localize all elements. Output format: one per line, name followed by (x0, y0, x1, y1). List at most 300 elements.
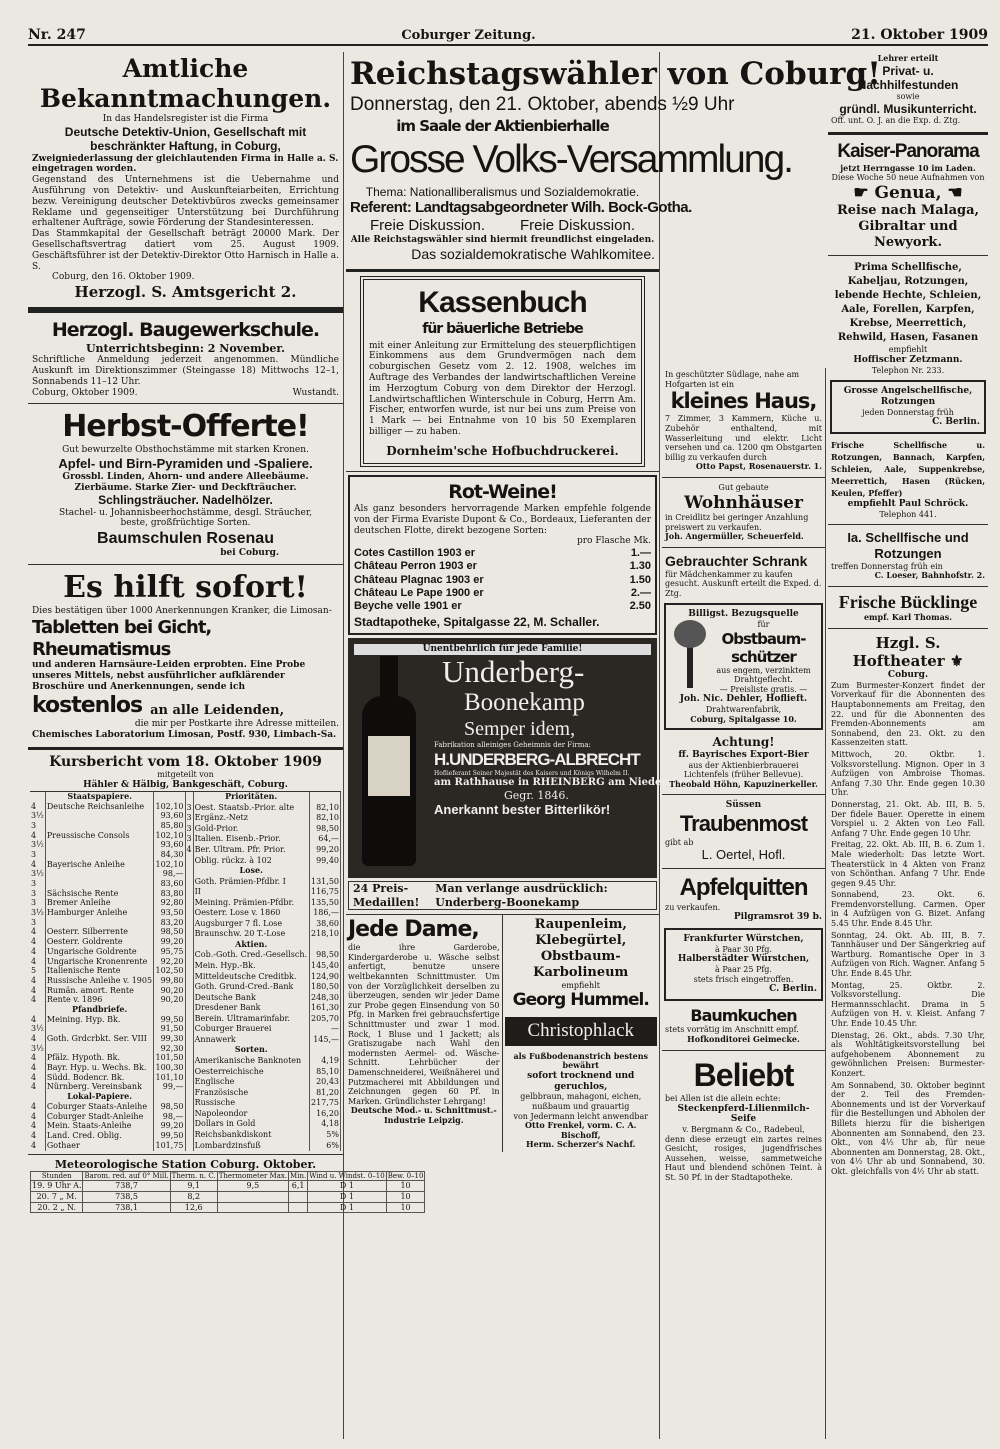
table-cell: II (193, 887, 309, 898)
crest-icon: ⚜ (949, 652, 964, 671)
table-cell: 98,— (154, 869, 185, 879)
bier-title: Achtung! (712, 735, 775, 750)
beliebt-maker: v. Bergmann & Co., Radebeul, (682, 1125, 805, 1135)
wurst-line: à Paar 30 Pfg. (715, 944, 772, 954)
table-row (30, 898, 185, 908)
table-cell: 100,30 (155, 1063, 184, 1073)
table-row (30, 1005, 185, 1015)
table-row (186, 792, 341, 803)
ad-baugewerkschule (28, 317, 343, 400)
table-row (30, 1034, 185, 1044)
table-cell: 4 (30, 1131, 45, 1141)
table-cell: 4 (30, 995, 45, 1005)
table-cell: 99,50 (154, 1131, 185, 1141)
limosan-line: und anderen Harnsäure-Leiden erprobten. Eine Probe unseres Mittels, nebst ausführlicher aufklärender Broschüre und Anerkennungen, sende ich (32, 660, 306, 692)
loeser-body: treffen Donnerstag früh ein (831, 561, 943, 571)
table-header: Bew. 0–10 (387, 1172, 424, 1180)
table-row (186, 1098, 341, 1109)
table-cell: Coburger Brauerei (193, 1024, 309, 1035)
table-cell: 9,1 (170, 1181, 217, 1192)
obst-main: Obstbaum-schützer (721, 629, 806, 666)
table-row (30, 918, 185, 928)
table-cell: Augsburger 7 fl. Lose (193, 918, 309, 929)
divider (346, 471, 659, 472)
angel-line: jeden Donnerstag früh (862, 407, 954, 417)
table-cell: 4,19 (309, 1055, 340, 1066)
divider (28, 564, 343, 565)
table-cell: Gothaer (45, 1141, 154, 1151)
table-row (30, 1063, 185, 1073)
table-cell (45, 811, 154, 821)
table-cell: Dresdener Bank (193, 1003, 309, 1014)
table-cell: Russische (193, 1098, 309, 1109)
list-item: Mittwoch, 20. Oktbr. 1. Volksvorstellung. Mignon. Oper in 3 Aufzügen von Ambroise Thomas. Anfang 7.30 Uhr. Ende gegen 10.30 Uhr. (831, 749, 985, 798)
bier-sign: Theobald Höhn, Kapuzinerkeller. (669, 778, 818, 789)
table-cell: Pfälz. Hypoth. Bk. (45, 1053, 154, 1063)
table-header: Stunden (31, 1172, 83, 1181)
table-cell: 4 (30, 1053, 45, 1063)
baum-body: stets vorrätig im Anschnitt empf. (665, 1025, 799, 1035)
table-cell: Lokal-Papiere. (45, 1092, 154, 1102)
apf-addr: Pilgramsrot 39 b. (733, 912, 822, 923)
table-cell: 83,20 (154, 918, 185, 928)
ad-schrank (662, 551, 825, 601)
table-cell: 4 (30, 1073, 45, 1083)
herbst-line: Schlingsträucher. Nadelhölzer. (98, 493, 273, 508)
reichstag-title: Reichstagswähler von Coburg! (350, 56, 881, 92)
table-cell (186, 1087, 194, 1098)
divider (828, 524, 988, 525)
table-cell (186, 1098, 194, 1109)
table-cell: 3½ (31, 908, 44, 918)
table-row (30, 1044, 185, 1054)
baum-title: Baumkuchen (690, 1006, 797, 1026)
limosan-line: an alle Leidenden, (150, 703, 285, 719)
notice-amtlich-intro: In das Handelsregister ist die Firma (102, 114, 269, 124)
table-cell (45, 1044, 154, 1054)
table-row (186, 813, 341, 824)
wurst-line: Frankfurter Würstchen, (683, 933, 804, 944)
table-header: Barom. red. auf 0° Mill. (84, 1172, 169, 1180)
table-cell: Italien. Eisenb.-Prior. (193, 834, 309, 845)
bier-line: ff. Bayrisches Export-Bier (678, 749, 809, 760)
table-cell: 93,60 (154, 840, 185, 850)
table-header: Thermometer Max. (218, 1172, 288, 1180)
table-cell: 93,50 (154, 908, 185, 918)
herbst-title: Herbst-Offerte! (62, 409, 309, 445)
table-cell: 4,18 (309, 1119, 340, 1130)
table-cell: 85,10 (309, 1066, 340, 1077)
kursbericht-bank: Hähler & Hälbig, Bankgeschäft, Coburg. (83, 780, 288, 791)
table-cell: 3 (30, 850, 45, 860)
table-row (30, 947, 185, 957)
lehrer-title: Privat- u. Nachhilfestunden (857, 63, 959, 92)
obst-addr: Coburg, Spitalgasse 10. (690, 713, 797, 724)
buck-sign: empf. Karl Thomas. (863, 612, 953, 623)
theater-body: Zum Burmester-Konzert findet der Vorverkauf für die Abonnenten des Hauptabonnements am Freitag, den 22. und für die Abonnenten des Fremden-Abonnements am Sonnabend, den 23. Okt. zu den Kassenzeiten statt. (831, 680, 985, 748)
kassenbuch-sub: für bäuerliche Betriebe (422, 320, 583, 337)
haus-sign: Otto Papst, Rosenauerstr. 1. (695, 461, 822, 472)
wine-price: 1.50 (629, 573, 651, 586)
table-row (30, 908, 185, 918)
table-cell (186, 1066, 194, 1077)
table-row (186, 866, 341, 877)
wine-name: Château Le Pape 1900 er (354, 586, 484, 599)
christophlack-line: sofort trocknend und geruchlos, (527, 1070, 635, 1092)
divider (28, 307, 343, 313)
wurst-line: à Paar 25 Pfg. (715, 965, 772, 975)
table-cell (186, 961, 194, 972)
table-cell: 4 (30, 1015, 45, 1025)
zetzmann-emp: empfiehlt (888, 345, 928, 355)
underberg-fab: Fabrikation alleiniges Geheimnis der Firma: (434, 741, 591, 750)
list-item (354, 560, 651, 573)
table-cell (186, 1003, 194, 1014)
table-cell: 217,75 (311, 1098, 339, 1108)
panorama-body: Diese Woche 50 neue Aufnahmen von (831, 173, 985, 183)
divider (662, 868, 825, 869)
table-cell: D 1 (308, 1202, 387, 1213)
table-cell (45, 869, 154, 879)
table-cell: 3 (30, 821, 45, 831)
divider (28, 403, 343, 404)
theater-title-row (831, 634, 985, 670)
ad-jede-dame (346, 915, 503, 1152)
angel-line: Rotzungen (880, 396, 936, 407)
table-cell: 101,10 (155, 1072, 184, 1082)
table-cell: 98,50 (309, 950, 340, 961)
table-cell (186, 971, 194, 982)
ad-beliebt (662, 1054, 825, 1185)
table-row (30, 1015, 185, 1025)
herbst-line: Gut bewurzelte Obsthochstämme mit starken Kronen. (62, 445, 309, 456)
lehrer-sowie: sowie (896, 92, 920, 102)
reichstag-free: Freie Diskussion. (519, 217, 635, 235)
panorama-reise: Reise nach Malaga, Gibraltar und Newyork. (836, 203, 980, 250)
list-item (354, 600, 651, 613)
table-row (186, 918, 341, 929)
table-cell (186, 897, 194, 908)
table-cell: 124,90 (311, 971, 339, 981)
table-row (30, 1121, 185, 1131)
table-cell: 4 (30, 1102, 45, 1112)
table-cell: Preussische Consols (45, 831, 154, 841)
table-cell: Bayerische Anleihe (45, 860, 154, 870)
table-row (186, 887, 341, 898)
table-cell (186, 929, 194, 940)
table-row (30, 1024, 185, 1034)
list-item: Sonnabend, 23. Okt. 6. Fremdenvorstellung. Carmen. Oper in 4 Aufzügen von G. Bizet. Anfang 5.45 Uhr. Ende 8.45 Uhr. (831, 890, 985, 929)
table-row (186, 1003, 341, 1014)
table-cell: 145,40 (311, 961, 339, 971)
table-cell: Sorten. (193, 1045, 309, 1056)
table-row (30, 869, 185, 879)
wine-name: Cotes Castillon 1903 er (354, 547, 476, 560)
table-cell (45, 1024, 154, 1034)
notice-amtlich-date: Coburg, den 16. Oktober 1909. (52, 272, 195, 283)
kassenbuch-title: Kassenbuch (418, 285, 587, 319)
table-cell: 3 (30, 898, 45, 908)
table-cell (217, 1202, 288, 1213)
table-cell (309, 866, 340, 877)
table-cell (186, 1077, 194, 1088)
divider (662, 794, 825, 795)
table-cell: 99,20 (309, 845, 340, 856)
issue-date: 21. Oktober 1909 (851, 27, 988, 44)
table-cell (45, 918, 154, 928)
table-cell: 3½ (31, 1024, 44, 1034)
list-item: Montag, 25. Oktbr. 2. Volksvorstellung. Die Hermannsschlacht. Drama in 5 Aufzügen von H. v. Kleist. Anfang 7 Uhr. Ende 10.45 Uhr. (831, 980, 985, 1029)
divider (662, 1050, 825, 1051)
herbst-nursery: Baumschulen Rosenau (97, 530, 274, 548)
table-cell: 3 (186, 802, 192, 812)
schroeck-body: Frische Schellfische u. Rotzungen, Bannach, Karpfen, Schleien, Aale, Suppenkrebse, Meerrettich, Hasen (Rücken, Keulen, Pfeffer) (831, 440, 985, 499)
wine-price: 1.— (630, 547, 651, 560)
limosan-address: Chemisches Laboratorium Limosan, Postf. 930, Limbach-Sa. (32, 729, 337, 740)
table-cell: Lose. (193, 866, 309, 877)
underberg-semper: Semper idem, (464, 718, 576, 741)
wine-name: Beyche velle 1901 er (354, 599, 462, 612)
underberg-firm: H.UNDERBERG-ALBRECHT (434, 749, 640, 769)
notice-amtlich-signature: Herzogl. S. Amtsgericht 2. (74, 283, 297, 302)
table-cell: 135,50 (311, 897, 339, 907)
table-row (30, 811, 185, 821)
table-cell: 4 (30, 1112, 45, 1122)
table-cell: 4 (30, 1082, 45, 1092)
table-cell: Deutsche Reichsanleihe (45, 802, 154, 812)
list-item (354, 547, 651, 560)
table-cell: 4 (186, 845, 192, 855)
table-row (186, 1045, 341, 1056)
table-cell: 3½ (31, 1043, 44, 1053)
table-cell: 20. 7 „ M. (31, 1191, 83, 1202)
table-row (30, 927, 185, 937)
kursbericht (28, 754, 343, 1151)
table-row (30, 937, 185, 947)
table-row (30, 1053, 185, 1063)
bier-line: aus der Aktienbierbrauerei Lichtenfels (früher Bellevue). (683, 760, 804, 780)
masthead (28, 24, 988, 46)
dame-body: die ihre Garderobe, Kindergarderobe u. Wäsche selbst anfertigt, benutze unsere weltbekannten Schnittmuster. Um von der Vorzüglichkeit derselben zu überzeugen, senden wir jeder Dame zur Probe gegen Einsendung von 50 Pfg. in Marken frei gebrauchsfertige Schnittmuster und zwar 1 mod. Rock, 1 Bluse und 1 Jackett; als Gratiszugabe nach Wahl den modernsten Aermel- od. Wäsche-Schnitt. Lehrbücher der Damenschneiderei, Weißnäherei und Putzmacherei mit Abbildungen und Zeichnungen gegen 60 Pf. in Marken. Gründlichster Lehrgang! (348, 943, 500, 1106)
table-cell (30, 1005, 45, 1015)
table-cell (186, 876, 194, 887)
table-cell: D 1 (308, 1191, 387, 1202)
wine-price: 2.50 (629, 599, 651, 612)
divider (28, 747, 343, 750)
table-cell: 4 (30, 927, 45, 937)
table-cell: 102,10 (155, 830, 184, 840)
wine-name: Château Plagnac 1903 er (354, 573, 484, 586)
table-row (186, 876, 341, 887)
bottle-icon (362, 696, 416, 866)
table-cell: 738,7 (83, 1181, 170, 1192)
list-item: Sonntag, 24. Okt. Ab. III, B. 7. Tannhäuser und Der Sängerkrieg auf Wartburg. Romantische Oper in 3 Aufzügen von Rich. Wagner. Anfang 5 Uhr. Ende 8.45 Uhr. (831, 930, 985, 979)
table-cell: 98,— (154, 1112, 185, 1122)
table-cell (186, 1140, 194, 1151)
table-cell: 9,5 (217, 1181, 288, 1192)
table-cell: Sächsische Rente (45, 889, 154, 899)
table-row (186, 802, 341, 813)
obst-body: aus engem, verzinktem Drahtgeflecht. (716, 665, 811, 685)
table-cell: Braunschw. 20 T.-Lose (193, 929, 309, 940)
baugewerkschule-sign: Wustandt. (292, 387, 339, 398)
table-row (30, 1112, 185, 1122)
table-cell: 4 (30, 937, 45, 947)
table-cell: 101,75 (155, 1140, 184, 1150)
table-cell: 6% (309, 1140, 340, 1151)
table-cell: Meining. Hyp. Bk. (45, 1015, 154, 1025)
lehrer-offer: Off. unt. O. J. an die Exp. d. Ztg. (831, 116, 961, 126)
table-cell: 4 (30, 860, 45, 870)
table-cell: 91,50 (154, 1024, 185, 1034)
ad-angelschellfische (830, 380, 986, 434)
table-cell: 20. 2 „ N. (31, 1202, 83, 1213)
baugewerkschule-body: Schriftliche Anmeldung jederzeit angenommen. Mündliche Auskunft im Direktionszimmer (Steingasse 18) Mittwochs 12–1, Sonnabends 11–12 Uhr. (32, 355, 339, 387)
tree-icon (670, 620, 710, 690)
divider (28, 1154, 343, 1155)
column-3 (662, 368, 826, 1439)
ad-limosan (28, 568, 343, 742)
divider (828, 586, 988, 587)
table-cell: 82,10 (309, 802, 340, 813)
table-row (186, 823, 341, 834)
table-cell: Amerikanische Banknoten (193, 1055, 309, 1066)
angel-line: Grosse Angelschellfische, (843, 386, 973, 397)
zetzmann-body: Prima Schellfische, Kabeljau, Rotzungen, lebende Hechte, Schleien, Aale, Forellen, Karpfen, Krebse, Meerrettich, Rehwild, Hasen, Fasanen (834, 262, 982, 344)
table-cell (30, 792, 45, 802)
table-cell: 4 (30, 986, 45, 996)
table-cell: 99,20 (154, 937, 185, 947)
table-row (186, 834, 341, 845)
table-cell (186, 1024, 194, 1035)
table-cell: 83,60 (154, 879, 185, 889)
table-cell: 102,10 (155, 801, 184, 811)
table-row (30, 957, 185, 967)
table-row (30, 792, 185, 802)
christophlack-line: von Jedermann leicht anwendbar (513, 1111, 649, 1121)
zetzmann-tel: Telephon Nr. 233. (871, 365, 945, 375)
table-cell: 4 (30, 802, 45, 812)
herbst-line: Grossbl. Linden, Ahorn- und andere Alleebäume. (62, 471, 309, 482)
table-cell: 3 (186, 823, 192, 833)
table-cell: 83,80 (154, 889, 185, 899)
notice-amtlich-capital: Das Stammkapital der Gesellschaft beträgt 20000 Mark. Der Gesellschaftsvertrag datiert vom 25. August 1909. Geschäftsführer ist der Detektiv-Direktor Otto Harnisch in Halle a. S. (32, 229, 339, 272)
table-row (30, 1102, 185, 1112)
ad-wuerstchen (664, 928, 823, 1001)
table-cell (309, 1045, 340, 1056)
table-cell: 4 (30, 957, 45, 967)
table-row (30, 860, 185, 870)
table-cell: 99,80 (154, 976, 185, 986)
herbst-line: Apfel- und Birn-Pyramiden und -Spaliere. (58, 456, 313, 472)
theater-title: Hzgl. S. Hoftheater (852, 634, 945, 671)
table-cell: Oblig. rückz. à 102 (193, 855, 309, 866)
ad-rotweine (348, 475, 657, 635)
table-header: Therm. n. C. (171, 1172, 216, 1180)
ad-herbst-offerte (28, 407, 343, 561)
table-cell (186, 887, 194, 898)
wohn-sign: Joh. Angermüller, Scheuerfeld. (665, 531, 804, 542)
angel-sign: C. Berlin. (932, 417, 980, 428)
table-row (186, 1013, 341, 1024)
table-row (30, 850, 185, 860)
table-cell (186, 908, 194, 919)
schroeck-sign: empfiehlt Paul Schröck. (847, 499, 969, 510)
table-row (186, 1108, 341, 1119)
table-header: Min. (290, 1172, 307, 1180)
table-cell: Prioritäten. (193, 792, 309, 803)
table-cell: 20,43 (309, 1077, 340, 1088)
notice-amtlich-branch: Zweigniederlassung der gleichlautenden Firma in Halle a. S. eingetragen worden. (32, 153, 339, 175)
table-cell (154, 1092, 185, 1102)
table-row (186, 1087, 341, 1098)
kursbericht-title: Kursbericht vom 18. Oktober 1909 (49, 753, 322, 770)
table-cell: Dollars in Gold (193, 1119, 309, 1130)
table-cell: Pfandbriefe. (45, 1005, 154, 1015)
table-cell: Hamburger Anleihe (45, 908, 154, 918)
wine-name: Château Perron 1903 er (354, 560, 477, 573)
table-cell: Gold-Prior. (193, 823, 309, 834)
issue-number: Nr. 247 (28, 27, 86, 44)
row-bottom-ads (346, 914, 659, 1152)
table-cell (309, 792, 340, 803)
table-cell: 4 (30, 947, 45, 957)
table-cell: 116,75 (311, 887, 339, 897)
table-row (30, 1073, 185, 1083)
table-cell: 102,10 (155, 859, 184, 869)
divider (828, 628, 988, 629)
baugewerkschule-date: Coburg, Oktober 1909. (32, 387, 138, 398)
table-cell: Oesterr. Goldrente (45, 937, 154, 947)
table-cell: Oesterr. Silberrente (45, 927, 154, 937)
theater-program (831, 750, 985, 1177)
table-cell: Aktien. (193, 939, 309, 950)
underberg-founded: Gegr. 1846. (504, 789, 569, 803)
table-cell: 6,1 (289, 1181, 308, 1192)
wurst-line: stets frisch eingetroffen. (693, 974, 794, 984)
table-cell: Napoleondor (193, 1108, 309, 1119)
ad-buecklinge (828, 590, 988, 625)
table-row (186, 855, 341, 866)
table-cell: Bayr. Hyp. u. Wechs. Bk. (45, 1063, 154, 1073)
table-cell: 93,60 (154, 811, 185, 821)
underberg-title: Underberg- (442, 654, 585, 690)
table-row (30, 889, 185, 899)
table-row (186, 1140, 341, 1151)
herbst-city: bei Coburg. (220, 548, 279, 559)
kurs-table-left (30, 792, 186, 1151)
schroeck-tel: Telephon 441. (879, 509, 937, 519)
table-row (30, 879, 185, 889)
table-cell: 145,— (309, 1034, 340, 1045)
table-cell: Goth. Grund-Cred.-Bank (193, 982, 309, 993)
most-sign: L. Oertel, Hofl. (701, 847, 786, 863)
table-cell: 92,30 (154, 1044, 185, 1054)
lehrer-title2: gründl. Musikunterricht. (839, 101, 977, 116)
baugewerkschule-start: Unterrichtsbeginn: 2 November. (85, 341, 286, 355)
hummel-emp: empfiehlt (561, 980, 600, 990)
divider (828, 255, 988, 256)
table-cell: 4 (30, 1034, 45, 1044)
reichstag-main: Grosse Volks-Versammlung. (350, 137, 793, 181)
table-cell: 186,— (309, 908, 340, 919)
zetzmann-sign: Hoffischer Zetzmann. (853, 354, 963, 365)
ad-kassenbuch (360, 276, 645, 467)
table-cell (45, 821, 154, 831)
buck-title: Frische Bücklinge (838, 591, 978, 612)
ad-lehrer (828, 52, 988, 128)
wine-price: 2.— (630, 586, 651, 599)
